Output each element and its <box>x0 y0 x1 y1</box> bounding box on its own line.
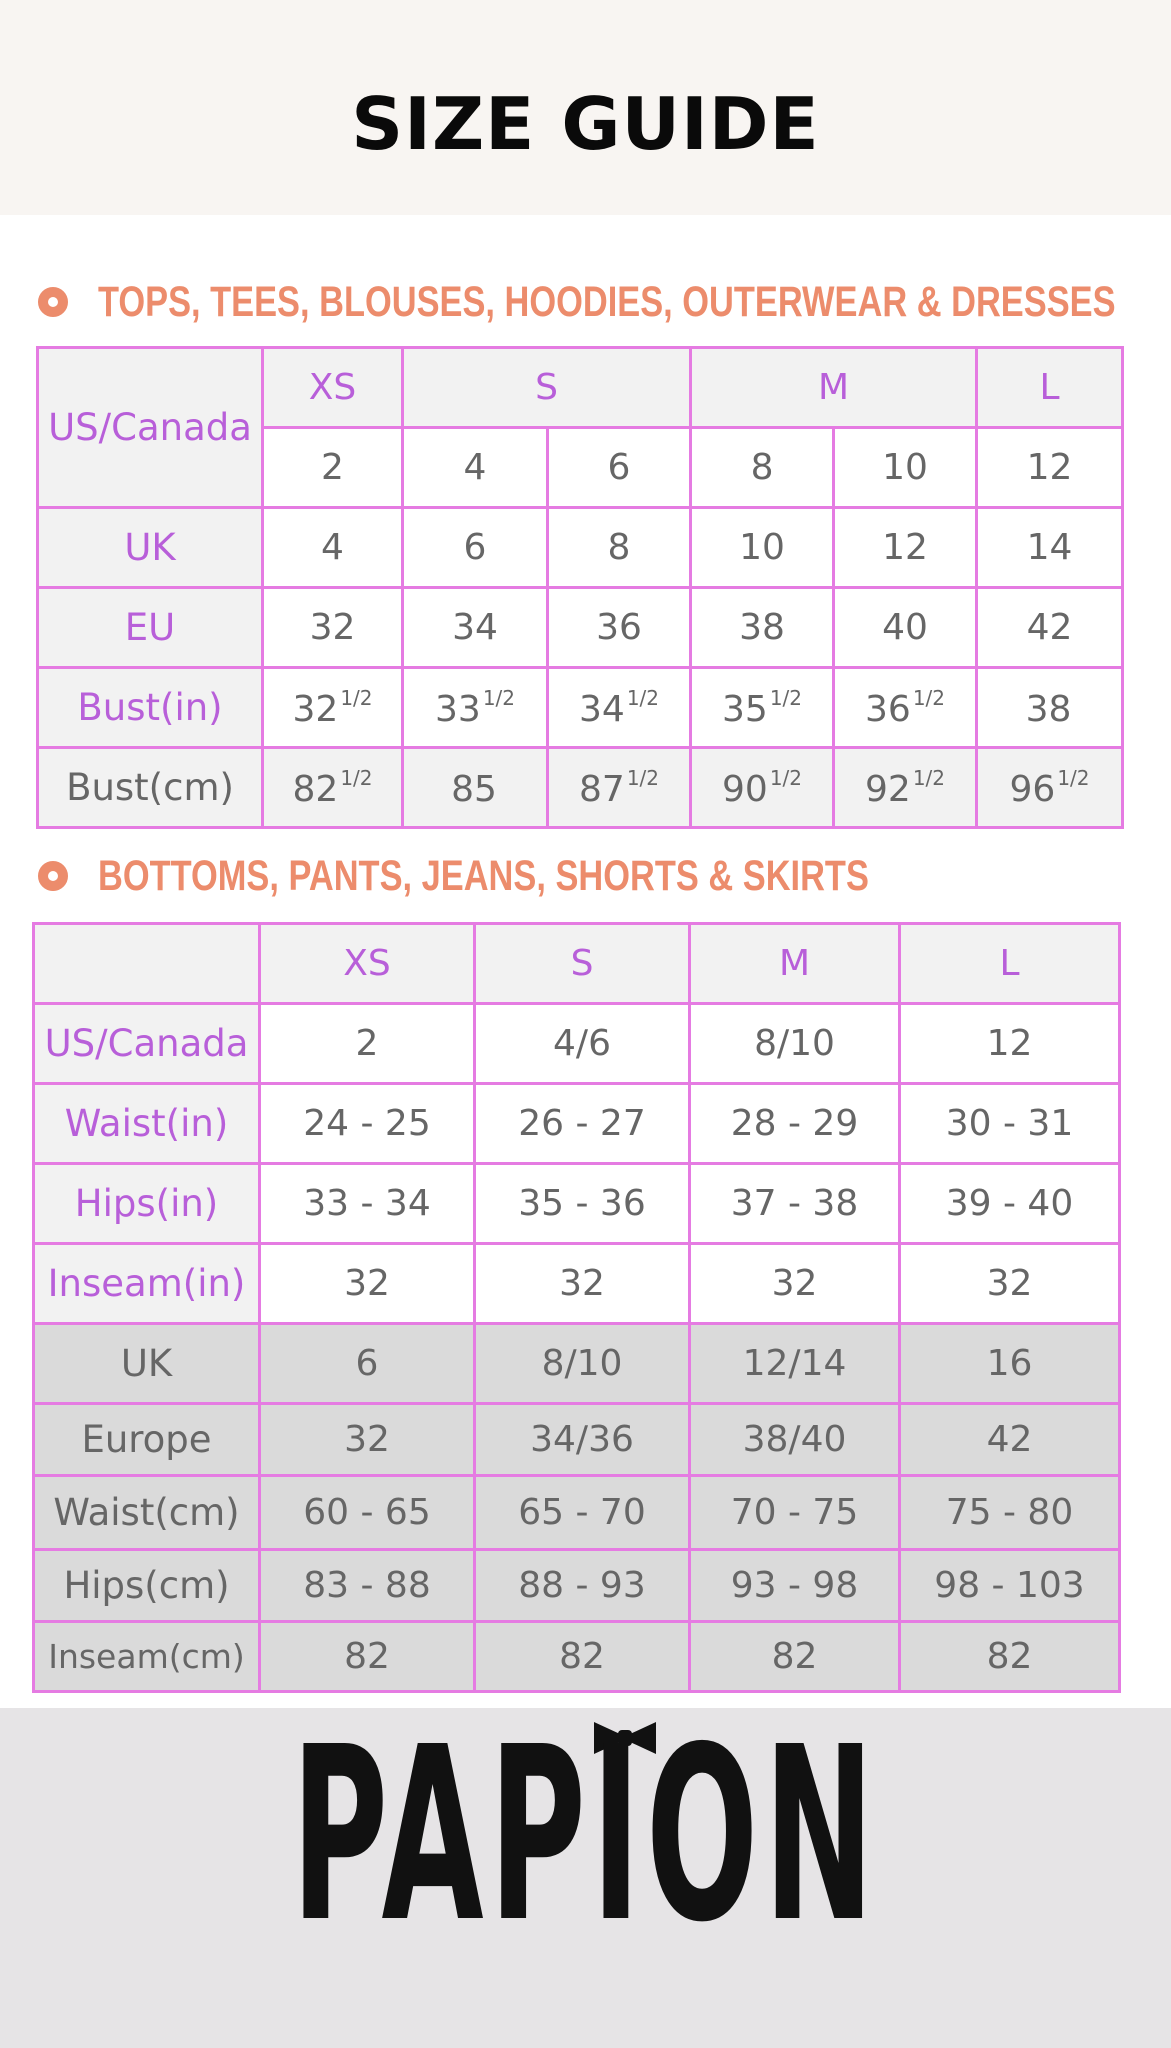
table-cell: 82 <box>475 1622 690 1692</box>
table-cell: 12 <box>834 508 977 588</box>
size-header: M <box>691 348 977 428</box>
table-cell: 32 <box>690 1244 900 1324</box>
table-cell: 4/6 <box>475 1004 690 1084</box>
table-cell: 12 <box>977 428 1123 508</box>
tops-section-heading <box>38 272 1171 332</box>
table-cell: 32 <box>900 1244 1120 1324</box>
empty-corner-cell <box>34 924 260 1004</box>
table-row <box>34 1404 1120 1476</box>
table-cell: 38/40 <box>690 1404 900 1476</box>
bottoms-size-table <box>32 922 1121 1693</box>
table-cell: 12/14 <box>690 1324 900 1404</box>
row-label: UK <box>38 508 263 588</box>
table-cell: 98 - 103 <box>900 1550 1120 1622</box>
table-cell: 32 <box>260 1404 475 1476</box>
table-cell: 8/10 <box>475 1324 690 1404</box>
tops-size-table <box>36 346 1124 829</box>
table-cell: 4 <box>263 508 403 588</box>
table-row <box>38 748 1123 828</box>
table-cell: 60 - 65 <box>260 1476 475 1550</box>
table-cell: 12 <box>900 1004 1120 1084</box>
table-cell: 96 $^{1/2}$ <box>977 748 1123 828</box>
table-cell: 70 - 75 <box>690 1476 900 1550</box>
table-cell: 82 <box>900 1622 1120 1692</box>
table-cell: 33 - 34 <box>260 1164 475 1244</box>
row-label: Europe <box>34 1404 260 1476</box>
row-label: Hips(in) <box>34 1164 260 1244</box>
size-header: XS <box>263 348 403 428</box>
table-cell: 38 <box>691 588 834 668</box>
table-cell: 87 $^{1/2}$ <box>548 748 691 828</box>
table-row <box>34 1164 1120 1244</box>
table-cell: 36 <box>548 588 691 668</box>
table-cell: 82 $^{1/2}$ <box>263 748 403 828</box>
table-cell: 90 $^{1/2}$ <box>691 748 834 828</box>
table-cell: 24 - 25 <box>260 1084 475 1164</box>
size-header: S <box>475 924 690 1004</box>
table-cell: 6 <box>403 508 548 588</box>
table-cell: 37 - 38 <box>690 1164 900 1244</box>
table-cell: 83 - 88 <box>260 1550 475 1622</box>
table-cell: 40 <box>834 588 977 668</box>
size-header: L <box>977 348 1123 428</box>
table-cell: 34 <box>403 588 548 668</box>
table-cell: 36 $^{1/2}$ <box>834 668 977 748</box>
row-label: US/Canada <box>34 1004 260 1084</box>
table-cell: 93 - 98 <box>690 1550 900 1622</box>
table-cell: 38 <box>977 668 1123 748</box>
page-title: SIZE GUIDE <box>351 82 820 166</box>
table-cell: 42 <box>977 588 1123 668</box>
row-label: Bust(cm) <box>38 748 263 828</box>
table-cell: 16 <box>900 1324 1120 1404</box>
table-cell: 26 - 27 <box>475 1084 690 1164</box>
table-cell: 2 <box>260 1004 475 1084</box>
table-cell: 34/36 <box>475 1404 690 1476</box>
table-row <box>38 668 1123 748</box>
table-cell: 39 - 40 <box>900 1164 1120 1244</box>
table-cell: 33 $^{1/2}$ <box>403 668 548 748</box>
table-cell: 35 - 36 <box>475 1164 690 1244</box>
table-row <box>34 1244 1120 1324</box>
row-label: UK <box>34 1324 260 1404</box>
table-cell: 88 - 93 <box>475 1550 690 1622</box>
row-label: EU <box>38 588 263 668</box>
size-header: M <box>690 924 900 1004</box>
table-row <box>34 1622 1120 1692</box>
table-row <box>38 508 1123 588</box>
table-cell: 35 $^{1/2}$ <box>691 668 834 748</box>
table-cell: 34 $^{1/2}$ <box>548 668 691 748</box>
row-label: Waist(in) <box>34 1084 260 1164</box>
size-header: S <box>403 348 691 428</box>
table-row <box>34 1476 1120 1550</box>
size-header: XS <box>260 924 475 1004</box>
table-row <box>34 1324 1120 1404</box>
table-cell: 65 - 70 <box>475 1476 690 1550</box>
table-cell: 75 - 80 <box>900 1476 1120 1550</box>
bottoms-section-title: BOTTOMS, PANTS, JEANS, SHORTS & SKIRTS <box>98 851 869 900</box>
page-header <box>0 0 1171 215</box>
circle-bullet-icon <box>38 861 68 891</box>
table-cell: 32 <box>475 1244 690 1324</box>
row-label: Hips(cm) <box>34 1550 260 1622</box>
table-cell: 32 <box>260 1244 475 1324</box>
table-cell: 92 $^{1/2}$ <box>834 748 977 828</box>
table-cell: 32 <box>263 588 403 668</box>
table-cell: 28 - 29 <box>690 1084 900 1164</box>
row-label: Waist(cm) <box>34 1476 260 1550</box>
table-row <box>34 1550 1120 1622</box>
table-cell: 8/10 <box>690 1004 900 1084</box>
us-canada-label: US/Canada <box>38 348 263 508</box>
table-cell: 8 <box>548 508 691 588</box>
row-label: Inseam(cm) <box>34 1622 260 1692</box>
table-cell: 6 <box>260 1324 475 1404</box>
table-cell: 42 <box>900 1404 1120 1476</box>
brand-logo: PAPION <box>291 1695 880 1975</box>
table-cell: 82 <box>260 1622 475 1692</box>
table-row <box>38 588 1123 668</box>
row-label: Bust(in) <box>38 668 263 748</box>
table-cell: 6 <box>548 428 691 508</box>
table-cell: 2 <box>263 428 403 508</box>
table-cell: 30 - 31 <box>900 1084 1120 1164</box>
table-cell: 85 <box>403 748 548 828</box>
table-cell: 14 <box>977 508 1123 588</box>
table-row <box>34 1004 1120 1084</box>
table-cell: 10 <box>691 508 834 588</box>
table-cell: 82 <box>690 1622 900 1692</box>
size-header: L <box>900 924 1120 1004</box>
row-label: Inseam(in) <box>34 1244 260 1324</box>
table-cell: 8 <box>691 428 834 508</box>
table-row <box>34 1084 1120 1164</box>
table-cell: 4 <box>403 428 548 508</box>
table-cell: 10 <box>834 428 977 508</box>
tops-section-title: TOPS, TEES, BLOUSES, HOODIES, OUTERWEAR & DRESSES <box>98 277 1116 326</box>
table-cell: 32 $^{1/2}$ <box>263 668 403 748</box>
bottoms-section-heading <box>38 846 1062 906</box>
circle-bullet-icon <box>38 287 68 317</box>
